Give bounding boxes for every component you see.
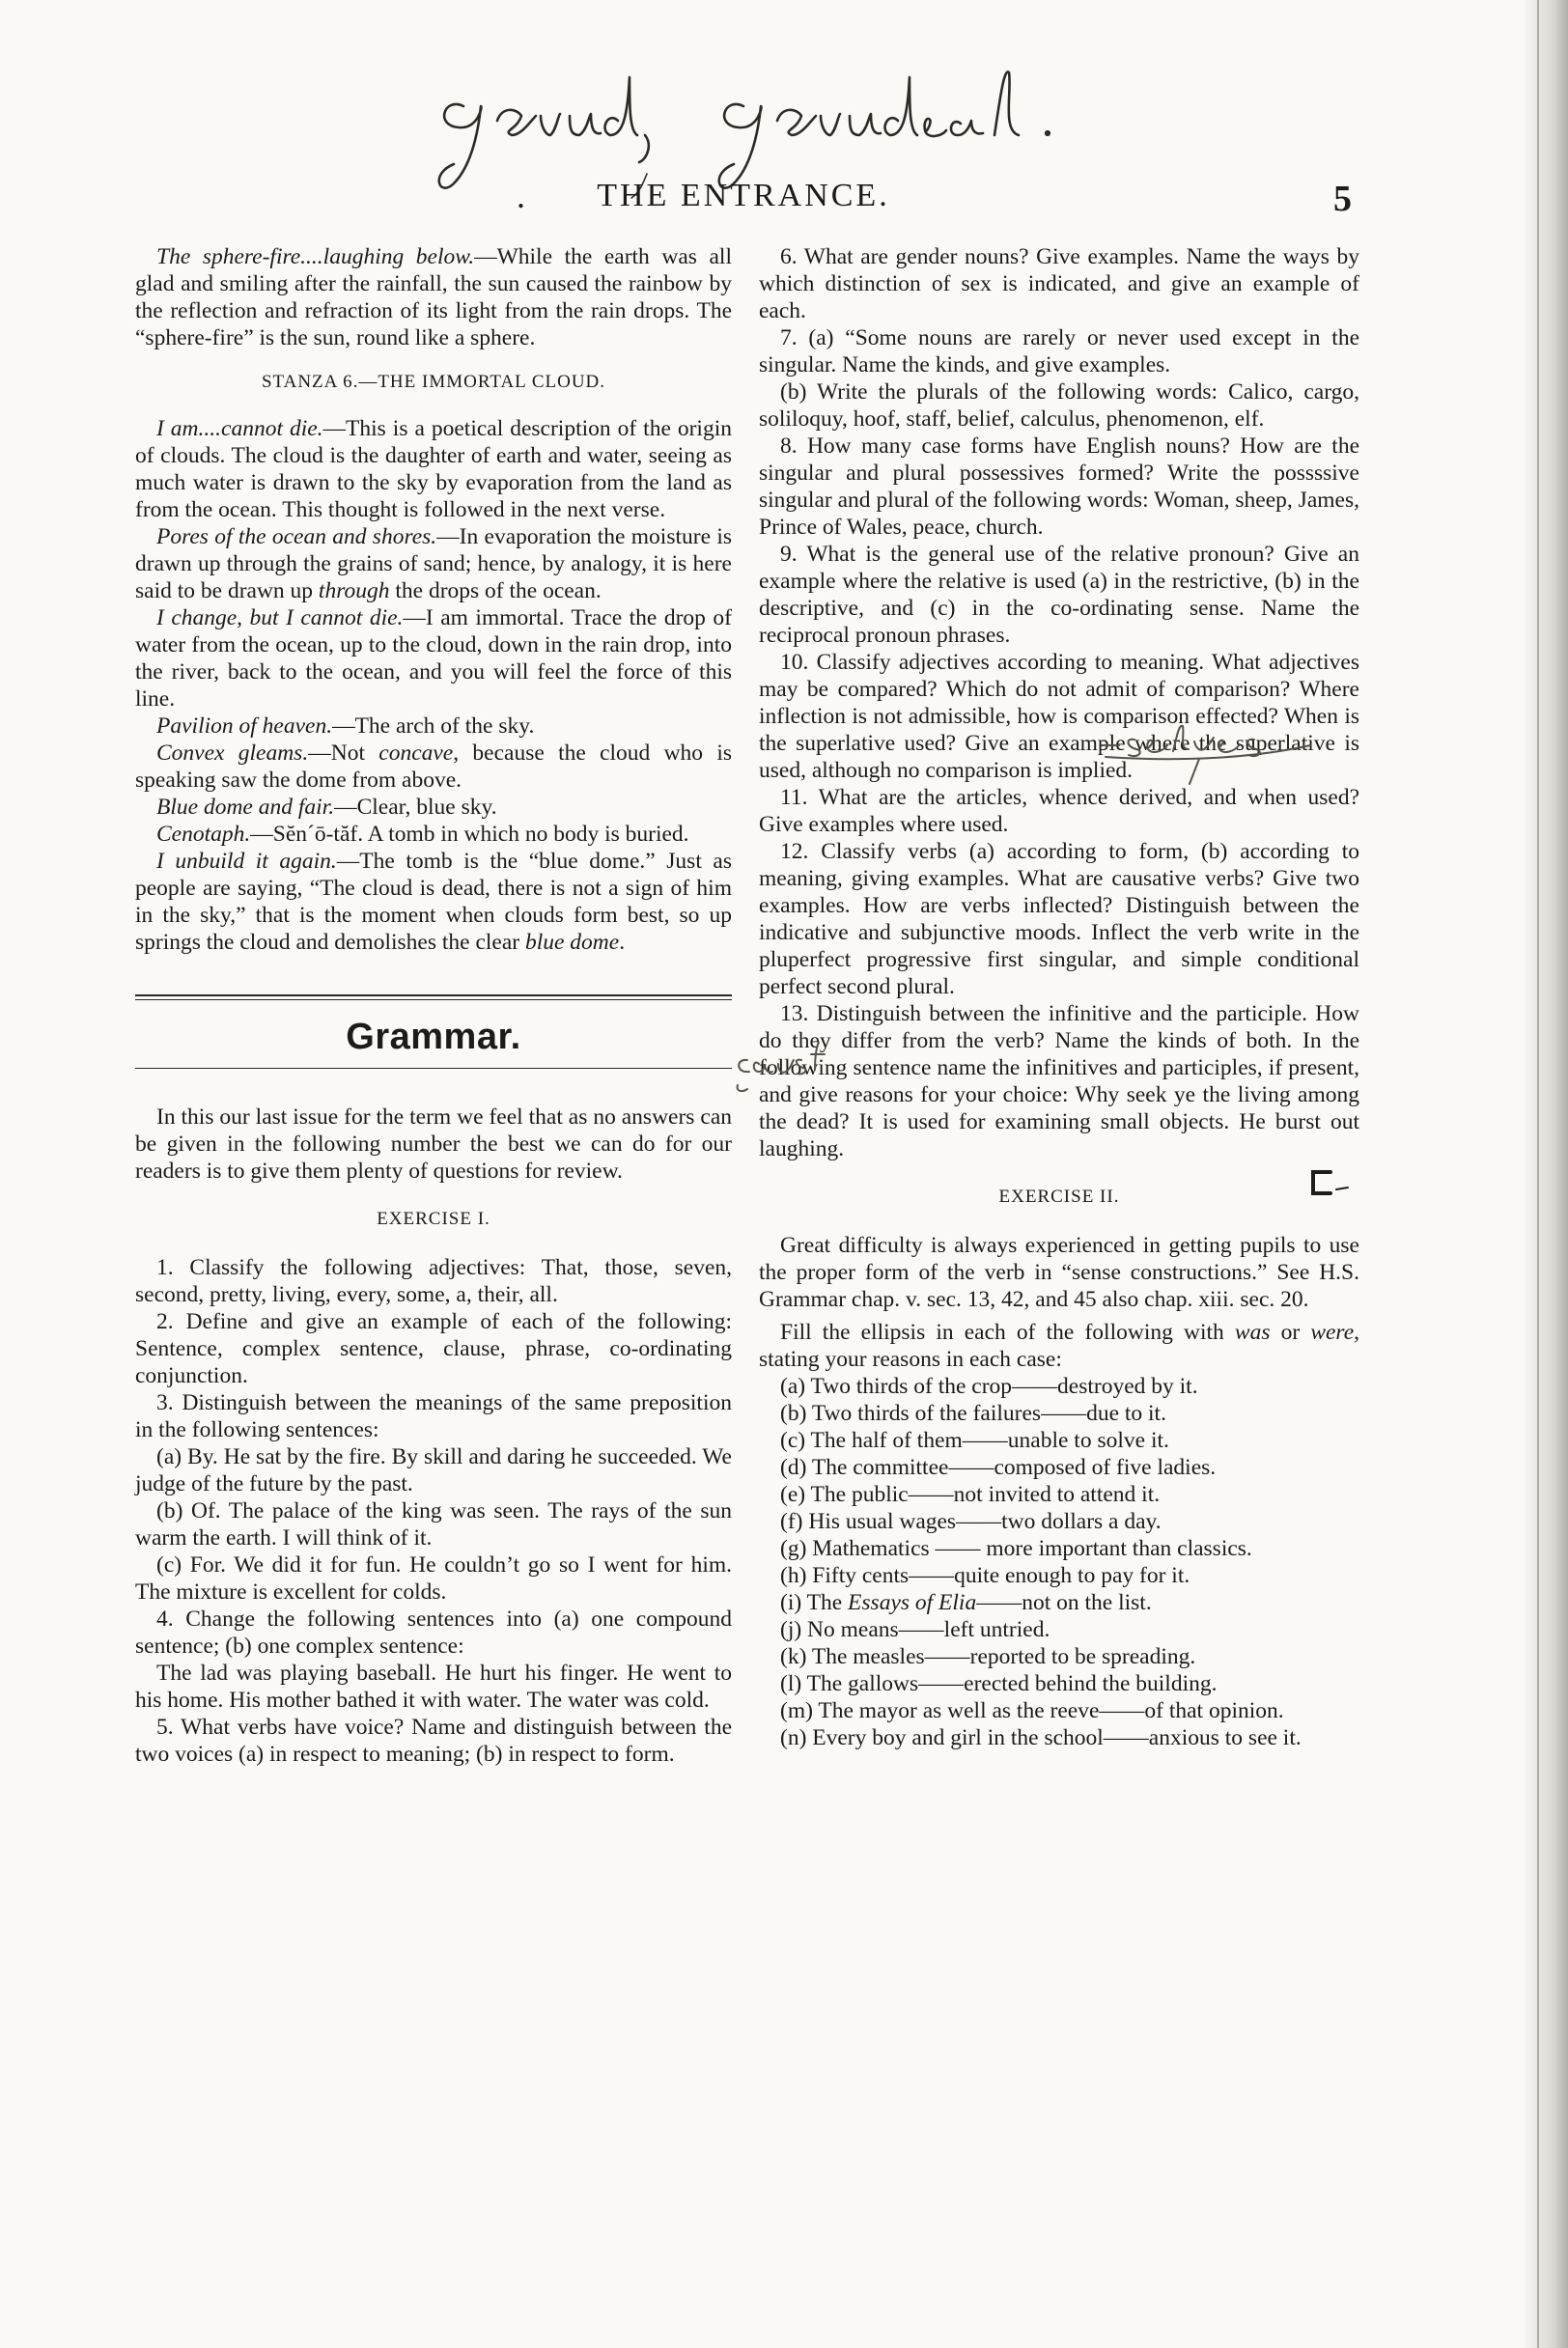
exercise-item: (a) Two thirds of the crop——destroyed by it. (780, 1374, 1198, 1399)
exercise-item: (f) His usual wages——two dollars a day. (780, 1509, 1162, 1534)
question: 1. Classify the following adjectives: That, those, seven, second, pretty, living, every, some, a, their, all. (135, 1255, 732, 1307)
question: 10. Classify adjectives according to meaning. What adjectives may be compared? Which do not admit of comparison? Where inflection is not admissible, how is comparison effected? When is the superlative used? Give an example where the superlative is used, although no comparison is implied. (759, 650, 1359, 783)
header-dot: . (517, 177, 525, 215)
note-term: Convex gleams. (156, 741, 309, 766)
question: 8. How many case forms have English nouns? How are the singular and plural possessives formed? Write the possssive singular and plural of the following words: Woman, sheep, James, Prince of Wales, peace, church. (759, 433, 1359, 540)
stanza-heading: STANZA 6.—THE IMMORTAL CLOUD. (261, 372, 606, 392)
right-column (759, 243, 1359, 1751)
pencil-bracket-mark (1305, 1166, 1354, 1201)
note-term: The sphere-fire....laughing below. (156, 244, 475, 269)
question: 11. What are the articles, whence derived, and when used? Give examples where used. (759, 785, 1359, 837)
exercise-instruction: Fill the ellipsis in each of the following with was or were, stating your reasons in each case: (759, 1320, 1359, 1372)
question: 13. Distinguish between the infinitive and the participle. How do they differ from the verb? Name the kinds of both. In the following sentence name the infinitives and participles, if present, and give reasons for your choice: Why seek ye the living among the dead? It is used for examining small objects. He burst out laughing. (759, 1001, 1359, 1161)
exercise-item: (e) The public——not invited to attend it. (780, 1482, 1161, 1507)
note-term: I change, but I cannot die. (156, 605, 404, 630)
question: 4. Change the following sentences into (a) one compound sentence; (b) one complex sentence: (135, 1607, 732, 1659)
note-paragraph: Pavilion of heaven.—The arch of the sky. (156, 713, 535, 739)
question: 7. (a) “Some nouns are rarely or never used except in the singular. Name the kinds, and give examples. (759, 325, 1359, 377)
running-header (135, 172, 1352, 230)
question: 2. Define and give an example of each of the following: Sentence, complex sentence, clause, phrase, co-ordinating conjunction. (135, 1309, 732, 1388)
note-paragraph: Cenotaph.—Sĕn´ō-tăf. A tomb in which no body is buried. (156, 822, 689, 847)
exercise-item: (d) The committee——composed of five ladies. (780, 1455, 1217, 1480)
section-title: Grammar. (346, 1017, 521, 1057)
exercise-item: (b) Two thirds of the failures——due to it. (780, 1401, 1166, 1426)
exercise-item: (g) Mathematics —— more important than classics. (780, 1536, 1252, 1561)
note-paragraph: I unbuild it again.—The tomb is the “blue dome.” Just as people are saying, “The cloud is dead, there is not a sign of him in the sky,” that is the moment when clouds form best, so up springs the cloud and demolishes the clear blue dome. (135, 849, 732, 955)
left-column (135, 243, 732, 1768)
running-title: THE ENTRANCE. (597, 178, 890, 213)
question-part: (a) By. He sat by the fire. By skill and daring he succeeded. We judge of the future by the past. (135, 1444, 732, 1496)
exercise-intro: Great difficulty is always experienced in getting pupils to use the proper form of the verb in “sense constructions.” See H.S. Grammar chap. v. sec. 13, 42, and 45 also chap. xiii. sec. 20. (759, 1233, 1359, 1312)
exercise-heading: EXERCISE I. (377, 1209, 490, 1229)
question: 3. Distinguish between the meanings of the same preposition in the following sentences: (135, 1390, 732, 1442)
question-part: (c) For. We did it for fun. He couldn’t go so I went for him. The mixture is excellent for colds. (135, 1552, 732, 1605)
page-edge-shadow (1522, 0, 1568, 2348)
exercise-item: (k) The measles——reported to be spreading. (780, 1644, 1196, 1669)
note-term: Cenotaph. (156, 822, 251, 847)
page-edge-line (1537, 0, 1539, 2348)
question-part: (b) Write the plurals of the following words: Calico, cargo, soliloquy, hoof, staff, belief, calculus, phenomenon, elf. (759, 379, 1359, 432)
note-paragraph: I change, but I cannot die.—I am immortal. Trace the drop of water from the ocean, up to the cloud, down in the rain drop, into the river, back to the ocean, and you will feel the force of this line. (135, 605, 732, 712)
exercise-heading: EXERCISE II. (998, 1187, 1120, 1207)
question-part: The lad was playing baseball. He hurt his finger. He went to his home. His mother bathed it with water. The water was cold. (135, 1661, 732, 1713)
note-term: Pores of the ocean and shores. (156, 524, 437, 549)
section-rule-single (135, 1068, 732, 1069)
exercise-item: (l) The gallows——erected behind the building. (780, 1671, 1218, 1696)
question: 9. What is the general use of the relative pronoun? Give an example where the relative is used (a) in the restrictive, (b) in the descriptive, and (c) in the co-ordinating sense. Name the reciprocal pronoun phrases. (759, 542, 1359, 648)
note-term: Pavilion of heaven. (156, 713, 333, 739)
question: 6. What are gender nouns? Give examples. Name the ways by which distinction of sex is indicated, and give an example of each. (759, 244, 1359, 323)
intro-paragraph: In this our last issue for the term we feel that as no answers can be given in the following number the best we can do for our readers is to give them plenty of questions for review. (135, 1104, 732, 1184)
note-term: I am....cannot die. (156, 416, 323, 441)
exercise-item: (n) Every boy and girl in the school——anxious to see it. (780, 1725, 1302, 1750)
note-paragraph: I am....cannot die.—This is a poetical description of the origin of clouds. The cloud is the daughter of earth and water, seeing as much water is drawn to the sky by evaporation from the land as from the ocean. This thought is followed in the next verse. (135, 416, 732, 522)
note-paragraph: Pores of the ocean and shores.—In evaporation the moisture is drawn up through the grains of sand; hence, by analogy, it is here said to be drawn up through the drops of the ocean. (135, 524, 732, 603)
note-paragraph: Blue dome and fair.—Clear, blue sky. (156, 795, 497, 820)
page-number: 5 (1333, 179, 1352, 219)
section-rule-double (135, 994, 732, 1000)
exercise-item: (h) Fifty cents——quite enough to pay for it. (780, 1563, 1190, 1588)
question: 12. Classify verbs (a) according to form, (b) according to meaning, giving examples. What are causative verbs? Give two examples. How are verbs inflected? Distinguish between the indicative and subjunctive moods. Inflect the verb write in the pluperfect progressive first singular, and simple conditional perfect second plural. (759, 839, 1359, 999)
note-paragraph: Convex gleams.—Not concave, because the cloud who is speaking saw the dome from above. (135, 741, 733, 793)
handwritten-note-causative (734, 1031, 840, 1095)
note-paragraph: The sphere-fire....laughing below.—While the earth was all glad and smiling after the rainfall, the sun caused the rainbow by the reflection and refraction of its light from the rain drops. The “sphere-fire” is the sun, round like a sphere. (135, 244, 732, 350)
exercise-item: (j) No means——left untried. (780, 1617, 1050, 1642)
note-term: Blue dome and fair. (156, 795, 335, 820)
pencil-insert-mark (1186, 755, 1205, 788)
handwritten-note-selves (1096, 716, 1318, 765)
question-part: (b) Of. The palace of the king was seen. The rays of the sun warm the earth. I will think of it. (135, 1498, 732, 1551)
note-term: I unbuild it again. (156, 849, 337, 874)
exercise-item: (m) The mayor as well as the reeve——of that opinion. (780, 1698, 1284, 1723)
exercise-item: (i) The Essays of Elia——not on the list. (780, 1590, 1152, 1615)
question: 5. What verbs have voice? Name and distinguish between the two voices (a) in respect to meaning; (b) in respect to form. (135, 1715, 732, 1767)
exercise-item: (c) The half of them——unable to solve it. (780, 1428, 1169, 1453)
